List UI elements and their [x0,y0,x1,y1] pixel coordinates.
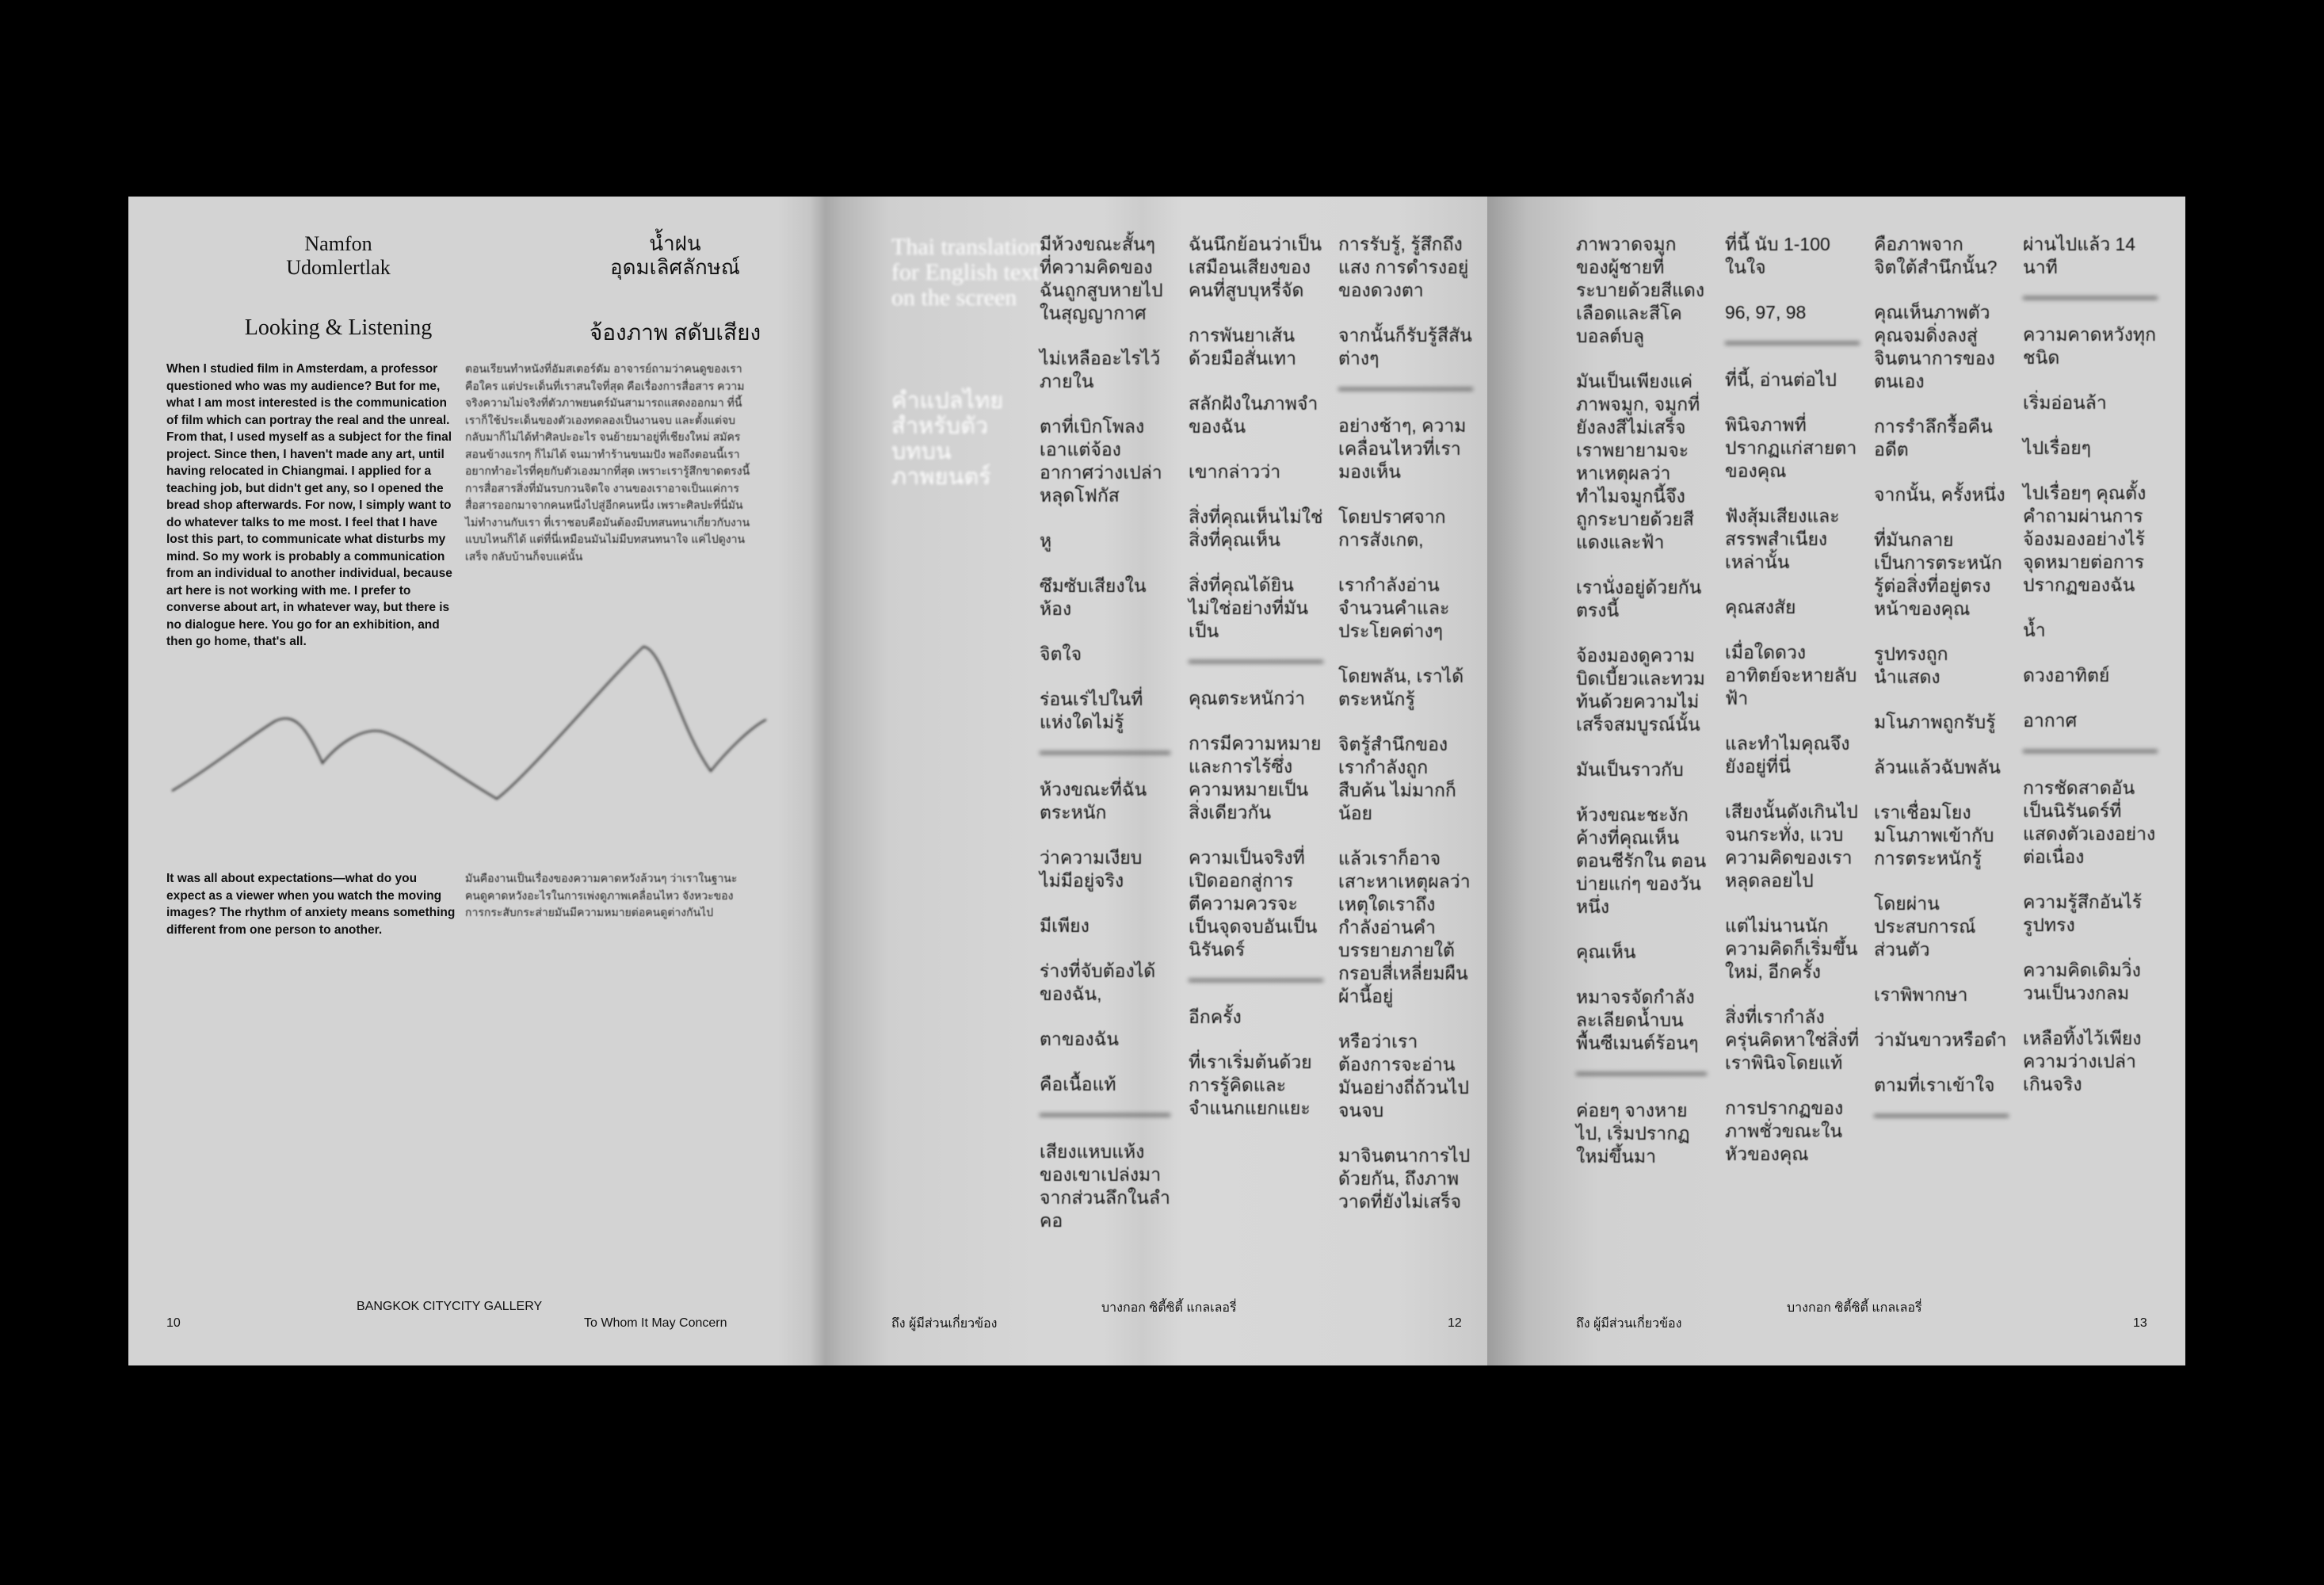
separator-rule [1576,1072,1707,1075]
left-spread [128,197,1613,1365]
translation-line: ตามที่เราเข้าใจ [1874,1075,1995,1095]
footer-gallery-en: BANGKOK CITYCITY GALLERY [357,1300,543,1313]
translation-line: เราพิพากษา [1874,984,1968,1005]
footer-gallery-th-13: บางกอก ซิตี้ซิตี้ แกลเลอรี่ [1787,1301,1922,1315]
translation-line: การปรากฏของภาพชั่วขณะในหัวของคุณ [1725,1098,1844,1164]
translation-line: แล้วเราก็อาจเสาะหาเหตุผลว่าเหตุใดเราถึงกำลังอ่านคำบรรยายภายใต้กรอบสี่เหลี่ยมผืนผ้านี้อยู่ [1338,848,1471,1006]
footer-title-en: To Whom It May Concern [584,1316,727,1330]
translation-line: หู [1040,530,1052,551]
translation-line: เหลือทิ้งไว้เพียงความว่างเปล่าเกินจริง [2023,1028,2142,1094]
translation-line: มันเป็นเพียงแค่ภาพจมูก, จมูกที่ยังลงสีไม่เสร็จ เราพยายามจะหาเหตุผลว่าทำไมจมูกนี้จึงถูกระบายด้วยสีแดงและฟ้า [1576,371,1700,552]
translation-column-2 [1189,233,1323,1142]
translation-line: จิตรู้สำนึกของเรากำลังถูกสืบค้น ไม่มากก็น้อย [1338,734,1456,823]
author-name-en: Namfon Udomlertlak [286,232,391,279]
translation-line: จากนั้น, ครั้งหนึ่ง [1874,484,2005,505]
translation-line: ฟังสุ้มเสียงและสรรพสำเนียงเหล่านั้น [1725,506,1840,572]
translation-line: เมื่อใดดวงอาทิตย์จะหายลับฟ้า [1725,642,1857,708]
translation-line: ซึมซับเสียงในห้อง [1040,575,1147,619]
translation-line: ฉันนึกย้อนว่าเป็นเสมือนเสียงของคนที่สูบบุหรี่จัด [1189,234,1322,300]
translation-line: การพันยาเส้นด้วยมือสั่นเทา [1189,325,1297,369]
translation-line: โดยผ่านประสบการณ์ส่วนตัว [1874,893,1976,960]
translation-line: จากนั้นก็รับรู้สีสันต่างๆ [1338,325,1472,369]
separator-rule [1040,1113,1170,1117]
translation-line: ตาของฉัน [1040,1029,1120,1049]
translation-line: รูปทรงถูกนำแสดง [1874,644,1948,687]
translation-line: ห้วงขณะชะงักค้างที่คุณเห็นตอนชีรักใน ตอนบ่ายแก่ๆ ของวันหนึ่ง [1576,804,1707,917]
translation-line: คือเนื้อแท้ [1040,1074,1116,1094]
translation-line: จ้องมองดูความบิดเบี้ยวและทวมท้นด้วยความไม่เสร็จสมบูรณ์นั้น [1576,645,1705,735]
translation-line: สิ่งที่คุณได้ยินไม่ใช่อย่างที่มันเป็น [1189,575,1309,641]
translation-line: ที่เราเริ่มต้นด้วยการรู้คิดและจำแนกแยกแยะ [1189,1052,1312,1118]
translation-line: คือภาพจากจิตใต้สำนึกนั้น? [1874,234,1998,277]
translation-line: จิตใจ [1040,644,1082,664]
translation-line: ไม่เหลืออะไรไว้ภายใน [1040,348,1161,391]
translation-line: พินิจภาพที่ปรากฏแก่สายตาของคุณ [1725,414,1857,481]
separator-rule [1338,388,1473,391]
translation-line: ว่าความเงียบไม่มีอยู่จริง [1040,847,1143,891]
translation-line: ค่อยๆ จางหายไป, เริ่มปรากฏใหม่ขึ้นมา [1576,1100,1690,1167]
translation-line: คุณเห็น [1576,941,1636,962]
translation-line: การรำลึกรื้อคืนอดีต [1874,416,1993,460]
translation-line: เรากำลังอ่านจำนวนคำและประโยคต่างๆ [1338,575,1450,641]
paragraph-1-th: ตอนเรียนทำหนังที่อัมสเตอร์ดัม อาจารย์ถามว่าคนดูของเราคือใคร แต่ประเด็นที่เราสนใจที่สุด คือเรื่องการสื่อสาร ความจริงความไม่จริงที่ตัวภาพยนตร์มันสามารถแสดงออกมา ที่นี้เราก็ใช้ประเด็นของตัวเองทดลองเป็นงานจบ และตั้งแต่จบกลับมาก็ไม่ได้ทำศิลปะอะไร จนย้ายมาอยู่ที่เชียงใหม่ สมัครสอนข้างแรกๆ ก็ไม่ได้ จนมาทำร้านขนมปัง พอถึงตอนนี้เราอยากทำอะไรที่คุยกับตัวเองมากที่สุด เพราะเรารู้สึกขาดตรงนี้ การสื่อสารสิ่งที่มันรบกวนจิตใจ งานของเราอาจเป็นแค่การสื่อสารออกมาจากคนหนึ่งไปสู่อีกคนหนึ่ง เพราะศิลปะที่นี่มันไม่ทำงานกับเรา ที่เราชอบคือมันต้องมีบทสนทนาเกี่ยวกับงาน แบบไหนก็ได้ แต่ที่นี่เหมือนมันไม่มีบทสนทนาใจ แค่ไปดูงานเสร็จ กลับบ้านก็จบแค่นั้น [465,362,750,563]
translation-line: น้ำ [2023,620,2046,640]
translation-column-3 [1338,233,1473,1236]
translation-line: สิ่งที่คุณเห็นไม่ใช่สิ่งที่คุณเห็น [1189,506,1323,550]
footer-title-th-13: ถึง ผู้มีส่วนเกี่ยวข้อง [1576,1317,1682,1331]
translation-line: ว่ามันขาวหรือดำ [1874,1029,2007,1050]
translation-line: อากาศ [2023,710,2078,731]
translation-line: ล้วนแล้วฉับพลัน [1874,757,2001,777]
translation-line: เสียงนั้นดังเกินไปจนกระทั่ง, แวบความคิดของเราหลุดลอยไป [1725,801,1858,891]
translation-column-1 [1040,233,1170,1255]
translation-line: การมีความหมายและการไร้ซึ่งความหมายเป็นสิ่งเดียวกัน [1189,733,1322,823]
translation-line: ที่นี้, อ่านต่อไป [1725,369,1837,390]
translation-line: ไปเรื่อยๆ คุณตั้งคำถามผ่านการจ้องมองอย่างไร้จุดหมายต่อการปรากฏของฉัน [2023,483,2147,595]
translation-line: เริ่มอ่อนล้า [2023,392,2107,413]
anxiety-line-graphic [164,632,774,807]
paragraph-1-en: When I studied film in Amsterdam, a professor questioned who was my audience? But for me, what I am most interested is the communication of film which can portray the real and the unreal. From that, I used myself as a subject for the final project. Since then, I haven't made any art, until having relocated in Chiangmai. I applied for a teaching job, but didn't get any, so I opened the bread shop afterwards. For now, I simply want to do whatever talks to me most. I feel that I have lost this part, to communicate what disturbs my mind. So my work is probably a communication from an individual to another individual, because art here is not working with me. I prefer to converse about art, in whatever way, but there is no dialogue here. You go for an exhibition, and then go home, that's all. [166,362,452,648]
translation-line: ร่างที่จับต้องได้ของฉัน, [1040,961,1156,1004]
translation-line: สิ่งที่เรากำลังครุ่นคิดหาใช่สิ่งที่เราพินิจโดยแท้ [1725,1006,1860,1073]
translation-line: เสียงแหบแห้งของเขาเปล่งมาจากส่วนลึกในลำคอ [1040,1141,1170,1231]
title-en: Looking & Listening [244,315,433,340]
translation-line: มีห้วงขณะสั้นๆ ที่ความคิดของฉันถูกสูบหายไปในสุญญากาศ [1040,234,1163,323]
translation-line: 96, 97, 98 [1725,302,1807,323]
translation-line: เขากล่าวว่า [1189,461,1281,482]
translation-line: หรือว่าเราต้องการจะอ่านมันอย่างถี่ถ้วนไปจนจบ [1338,1031,1469,1121]
separator-rule [1040,751,1170,754]
translation-line: คุณเห็นภาพตัวคุณจมดิ่งลงสู่จินตนาการของตนเอง [1874,302,1995,391]
translation-line: อย่างช้าๆ, ความเคลื่อนไหวที่เรามองเห็น [1338,415,1467,482]
separator-rule [1874,1114,2009,1117]
heading-th: คำแปลไทยสำหรับตัวบทบนภาพยนตร์ [891,388,1004,490]
separator-rule [1725,342,1860,345]
translation-line: การชัดสาดอันเป็นนิรันดร์ที่แสดงตัวเองอย่างต่อเนื่อง [2023,777,2156,867]
separator-rule [1189,660,1323,663]
translation-column-4 [1576,233,1707,1190]
translation-column-7 [2023,233,2158,1118]
translation-column-6 [1874,233,2009,1141]
separator-rule [1189,979,1323,982]
translation-line: คุณสงสัย [1725,597,1796,617]
separator-rule [2023,296,2158,300]
translation-line: สลักฝังในภาพจำของฉัน [1189,393,1318,437]
right-page [1487,197,2185,1365]
page-number-13: 13 [2133,1316,2147,1330]
translation-line: ดวงอาทิตย์ [2023,665,2110,686]
translation-line: ไปเรื่อยๆ [2023,437,2092,458]
translation-line: โดยพลัน, เราได้ตระหนักรู้ [1338,666,1464,709]
translation-line: ผ่านไปแล้ว 14 นาที [2023,234,2136,277]
heading-en: Thai translation for English text on the screen [891,234,1042,311]
author-name-th: น้ำฝน อุดมเลิศลักษณ์ [610,232,740,279]
translation-line: ตาที่เบิกโพลงเอาแต่จ้องอากาศว่างเปล่า หลุดโฟกัส [1040,416,1162,506]
footer-title-th-12: ถึง ผู้มีส่วนเกี่ยวข้อง [891,1317,998,1331]
translation-line: มโนภาพถูกรับรู้ [1874,712,1996,732]
translation-line: ภาพวาดจมูกของผู้ชายที่ระบายด้วยสีแดงเลือดและสีโคบอลต์บลู [1576,234,1705,346]
translation-line: ที่มันกลายเป็นการตระหนักรู้ต่อสิ่งที่อยู่ตรงหน้าของคุณ [1874,529,2002,619]
translation-line: การรับรู้, รู้สึกถึงแสง การดำรงอยู่ของดวงตา [1338,234,1469,300]
translation-line: ความคาดหวังทุกชนิด [2023,324,2157,368]
translation-line: แต่ไม่นานนัก ความคิดก็เริ่มขึ้นใหม่, อีกครั้ง [1725,915,1858,982]
translation-column-5 [1725,233,1860,1188]
translation-line: เราเชื่อมโยงมโนภาพเข้ากับการตระหนักรู้ [1874,802,1994,869]
translation-line: ความรู้สึกอันไร้รูปทรง [2023,892,2143,935]
translation-line: และทำไมคุณจึงยังอยู่ที่นี่ [1725,733,1850,777]
title-th: จ้องภาพ สดับเสียง [589,321,761,346]
translation-line: ร่อนเร่ไปในที่แห่งใดไม่รู้ [1040,689,1143,732]
footer-gallery-th-12: บางกอก ซิตี้ซิตี้ แกลเลอรี่ [1101,1301,1237,1315]
translation-line: มาจินตนาการไปด้วยกัน, ถึงภาพวาดที่ยังไม่เสร็จ [1338,1145,1471,1212]
translation-line: มันเป็นราวกับ [1576,759,1684,780]
translation-line: มีเพียง [1040,915,1089,936]
translation-line: เรานั่งอยู่ด้วยกันตรงนี้ [1576,577,1702,621]
translation-line: ความคิดเดิมวิ่งวนเป็นวงกลม [2023,960,2141,1003]
translation-line: ห้วงขณะที่ฉันตระหนัก [1040,779,1147,823]
separator-rule [2023,750,2158,753]
page-number-12: 12 [1448,1316,1462,1330]
paragraph-2-en: It was all about expectations—what do you expect as a viewer when you watch the moving images? The rhythm of anxiety means something different from one person to another. [166,872,456,937]
page-number-10: 10 [166,1316,181,1330]
translation-line: หมาจรจัดกำลังละเลียดน้ำบนพื้นซีเมนต์ร้อนๆ [1576,987,1699,1053]
translation-line: ที่นี้ นับ 1-100 ในใจ [1725,234,1830,277]
translation-line: โดยปราศจากการสังเกต, [1338,506,1446,550]
translation-line: อีกครั้ง [1189,1006,1242,1027]
translation-line: คุณตระหนักว่า [1189,688,1306,708]
paragraph-2-th: มันคืองานเป็นเรื่องของความคาดหวังล้วนๆ ว่าเราในฐานะคนดูคาดหวังอะไรในการเพ่งดูภาพเคลื่อนไหว จังหวะของการกระสับกระส่ายมันมีความหมายต่อคนดูต่างกันไป [465,872,738,919]
translation-line: ความเป็นจริงที่เปิดออกสู่การตีความควรจะเป็นจุดจบอันเป็นนิรันดร์ [1189,847,1318,960]
